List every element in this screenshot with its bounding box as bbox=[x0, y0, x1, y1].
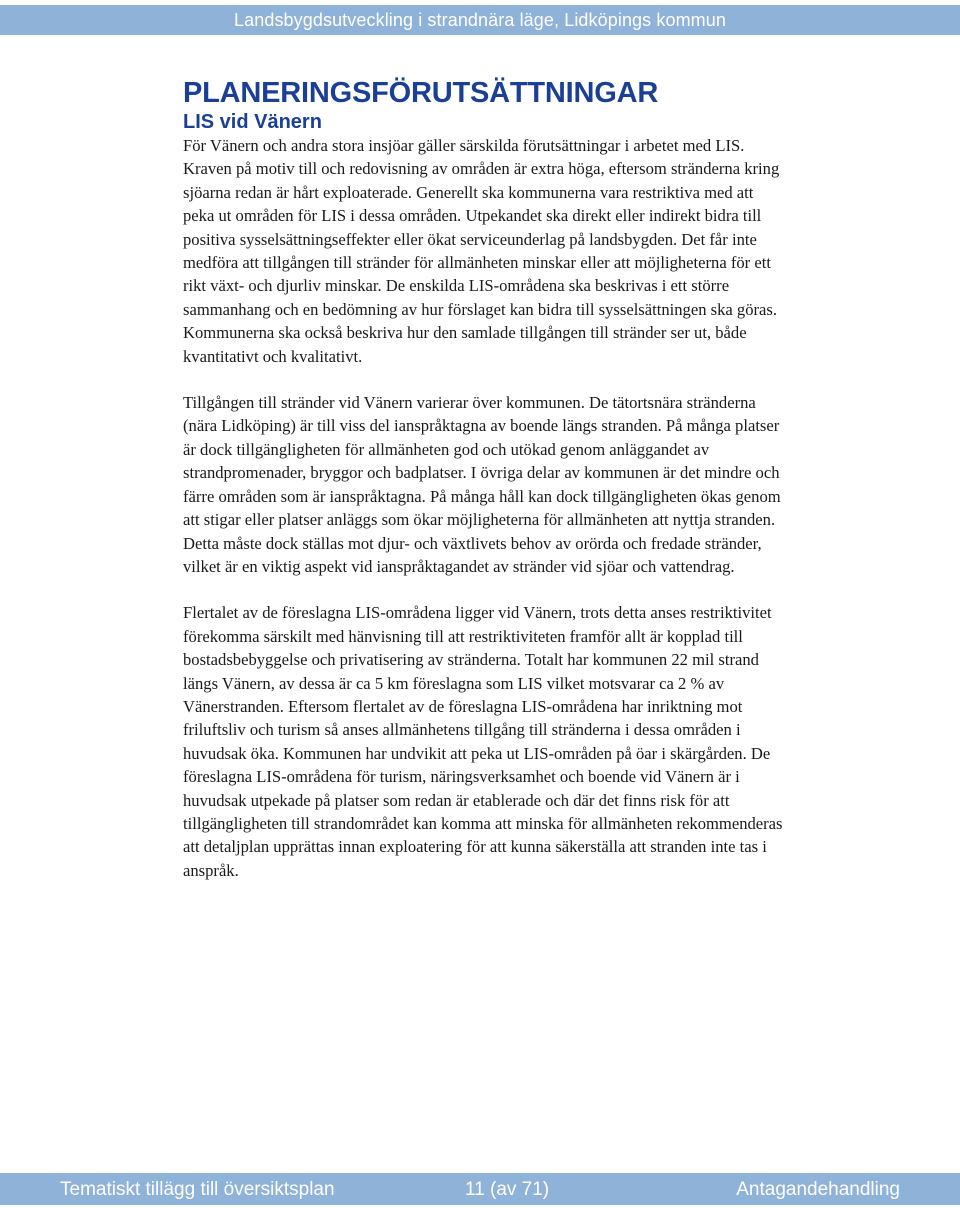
footer-page-number: 11 (av 71) bbox=[465, 1179, 550, 1200]
paragraph-lis-omraden-vanern: Flertalet av de föreslagna LIS-områdena ligger vid Vänern, trots detta anses restriktivitet förekomma särskilt med hänvisning till att restriktiviteten framför allt är kopplad till bostadsbebyggelse och privatisering av stränderna. Totalt har kommunen 22 mil strand längs Vänern, av dessa är ca 5 km föreslagna som LIS vilket motsvarar ca 2 % av Vänerstranden. Eftersom flertalet av de föreslagna LIS-områdena har inriktning mot friluftsliv och turism så anses allmänhetens tillgång till stränderna i dessa områden i huvudsak öka. Kommunen har undvikit att peka ut LIS-områden på öar i skärgården. De föreslagna LIS-områdena för turism, näringsverksamhet och boende vid Vänern är i huvudsak utpekade på platser som redan är etablerade och där det finns risk för att tillgängligheten till strandområdet kan komma att minska för allmänheten rekommenderas att detaljplan upprättas innan exploatering för att kunna säkerställa att stranden inte tas i anspråk. bbox=[183, 603, 783, 880]
paragraph-stranders-tillgang: Tillgången till stränder vid Vänern varierar över kommunen. De tätortsnära stränderna (nära Lidköping) är till viss del ianspråktagna av boende längs stranden. På många platser är dock tillgängligheten för allmänheten god och utökad genom anläggandet av strandpromenader, bryggor och badplatser. I övriga delar av kommunen är det mindre och färre områden som är ianspråktagna. På många håll kan dock tillgängligheten ökas genom att stigar eller platser anläggs som ökar möjligheterna för allmänheten att nyttja stranden. Detta måste dock ställas mot djur- och växtlivets behov av orörda och fredade stränder, vilket är en viktig aspekt vid ianspråktagandet av stränder vid sjöar och vattendrag. bbox=[183, 393, 781, 576]
section-subheading: LIS vid Vänern bbox=[183, 111, 322, 133]
footer-document-title: Tematiskt tillägg till översiktsplan bbox=[60, 1179, 335, 1200]
section-heading: PLANERINGSFÖRUTSÄTTNINGAR bbox=[183, 77, 659, 109]
footer-document-status: Antagandehandling bbox=[736, 1179, 900, 1200]
page-header bbox=[0, 5, 960, 35]
header-title: Landsbygdsutveckling i strandnära läge, Lidköpings kommun bbox=[234, 9, 726, 30]
main-content bbox=[183, 76, 783, 882]
paragraph-lis-vanern-intro: För Vänern och andra stora insjöar gäller särskilda förutsättningar i arbetet med LIS. Kraven på motiv till och redovisning av områden är extra höga, eftersom stränderna kring sjöarna redan är hårt exploaterade. Generellt ska kommunerna vara restriktiva med att peka ut områden för LIS i dessa områden. Utpekandet ska direkt eller indirekt bidra till positiva sysselsättningseffekter eller ökat serviceunderlag på landsbygden. Det får inte medföra att tillgången till stränder för allmänheten minskar eller att möjligheterna för ett rikt växt- och djurliv minskar. De enskilda LIS-områdena ska beskrivas i ett större sammanhang och en bedömning av hur förslaget kan bidra till sysselsättningen ska göras. Kommunerna ska också beskriva hur den samlade tillgången till stränder ser ut, både kvantitativt och kvalitativt. bbox=[183, 136, 780, 366]
page-footer bbox=[0, 1173, 960, 1205]
